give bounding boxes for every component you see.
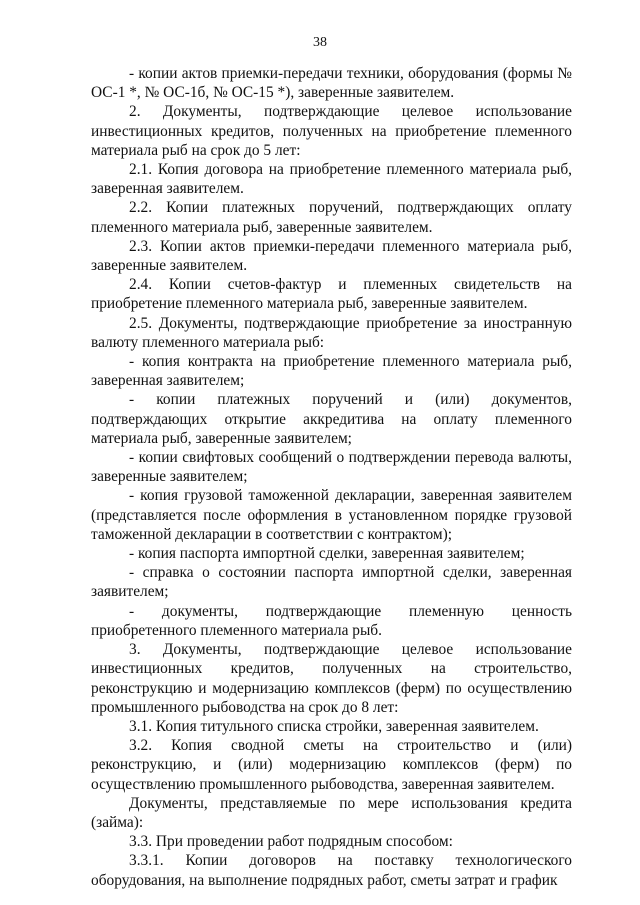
page-number: 38: [313, 35, 327, 50]
document-body: [91, 64, 572, 890]
paragraph: 3.1. Копия титульного списка стройки, заверенная заявителем.: [129, 717, 539, 735]
paragraph: 3.3. При проведении работ подрядным способом:: [129, 833, 453, 851]
paragraph: 2. Документы, подтверждающие целевое использование инвестиционных кредитов, полученных на приобретение племенного материала рыб на срок до 5 лет:: [91, 103, 572, 159]
paragraph: - документы, подтверждающие племенную ценность приобретенного племенного материала рыб.: [91, 602, 572, 639]
paragraph: - копии свифтовых сообщений о подтверждении перевода валюты, заверенные заявителем;: [91, 449, 572, 486]
paragraph: 2.1. Копия договора на приобретение племенного материала рыб, заверенная заявителем.: [91, 161, 572, 198]
paragraph: - справка о состоянии паспорта импортной сделки, заверенная заявителем;: [91, 564, 572, 601]
paragraph: - копии платежных поручений и (или) документов, подтверждающих открытие аккредитива на оплату племенного материала рыб, заверенные заявителем;: [91, 391, 572, 447]
paragraph: 3.3.1. Копии договоров на поставку технологического оборудования, на выполнение подрядных работ, сметы затрат и график: [91, 852, 572, 889]
paragraph: - копия грузовой таможенной декларации, заверенная заявителем (представляется после оформления в установленном порядке грузовой таможенной декларации в соответствии с контрактом);: [91, 487, 572, 543]
paragraph: 2.4. Копии счетов-фактур и племенных свидетельств на приобретение племенного материала рыб, заверенные заявителем.: [91, 276, 572, 313]
paragraph: 2.2. Копии платежных поручений, подтверждающих оплату племенного материала рыб, заверенные заявителем.: [91, 199, 572, 236]
paragraph: - копии актов приемки-передачи техники, оборудования (формы № ОС-1 *, № ОС-1б, № ОС-15 *), заверенные заявителем.: [91, 65, 572, 102]
paragraph: - копия паспорта импортной сделки, заверенная заявителем;: [129, 545, 525, 563]
paragraph: 3. Документы, подтверждающие целевое использование инвестиционных кредитов, полученных на строительство, реконструкцию и модернизацию комплексов (ферм) по осуществлению промышленного рыбоводства на срок до 8 лет:: [91, 641, 572, 716]
paragraph: 2.5. Документы, подтверждающие приобретение за иностранную валюту племенного материала рыб:: [91, 314, 572, 351]
paragraph: 3.2. Копия сводной сметы на строительство и (или) реконструкцию, и (или) модернизацию комплексов (ферм) по осуществлению промышленного рыбоводства, заверенная заявителем.: [91, 737, 572, 793]
paragraph: Документы, представляемые по мере использования кредита (займа):: [91, 794, 572, 831]
paragraph: - копия контракта на приобретение племенного материала рыб, заверенная заявителем;: [91, 353, 572, 390]
paragraph: 2.3. Копии актов приемки-передачи племенного материала рыб, заверенные заявителем.: [91, 237, 572, 275]
